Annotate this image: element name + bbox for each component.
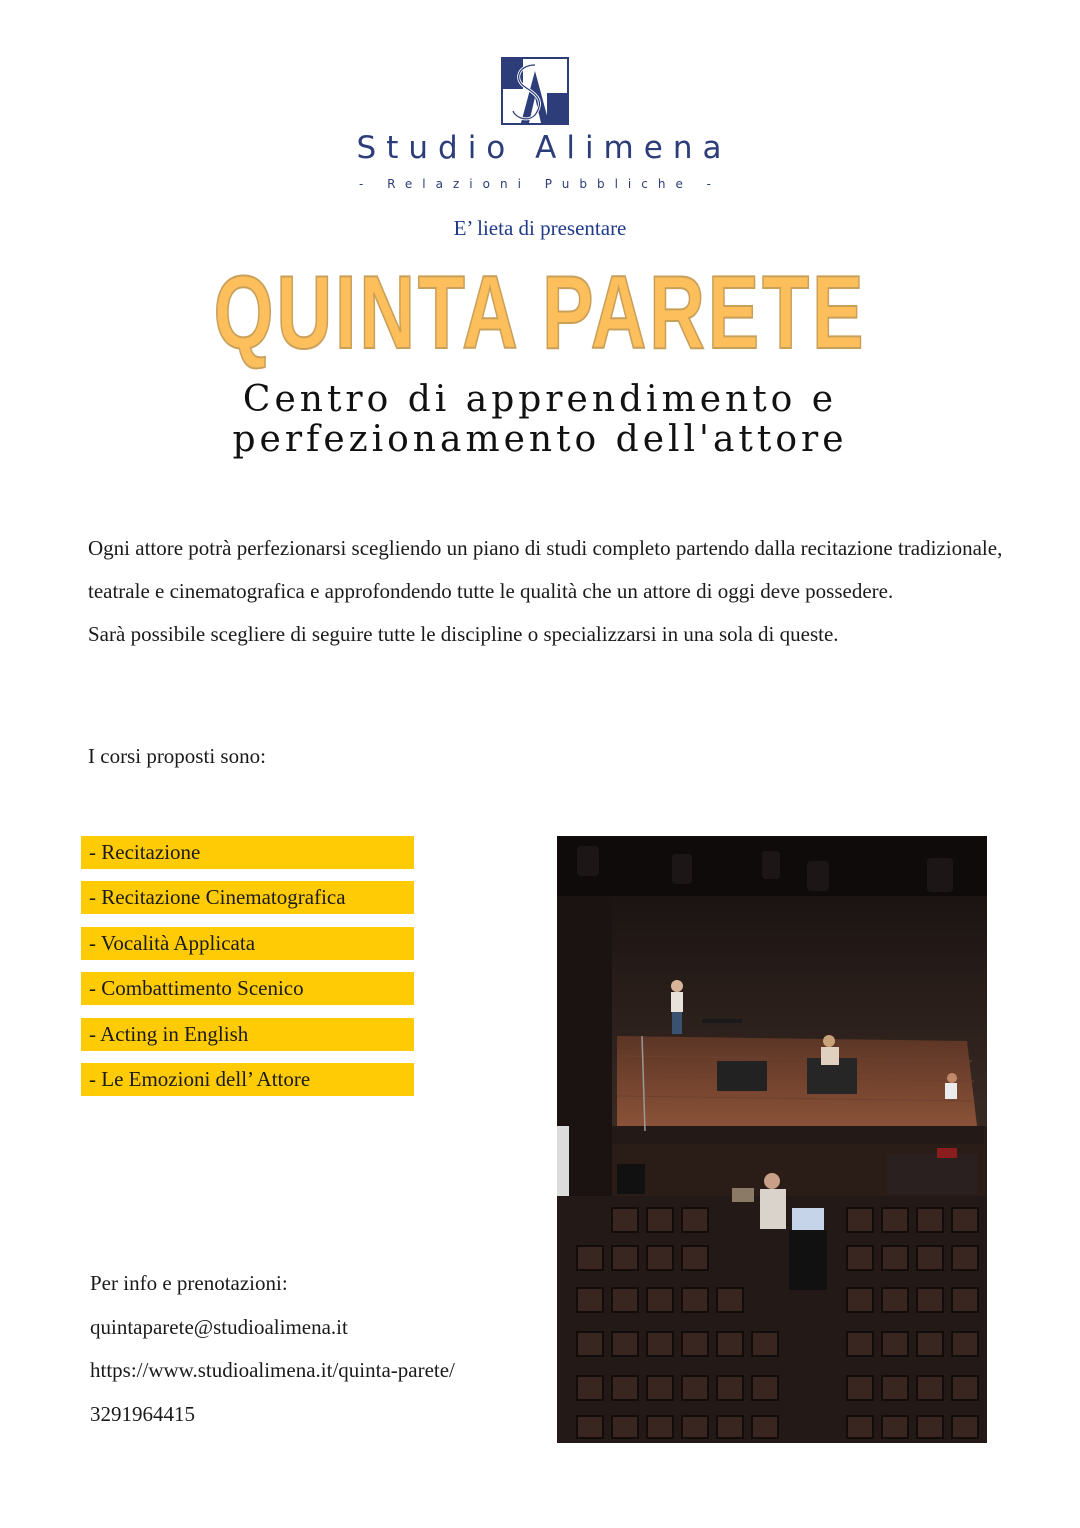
brand-name: Studio Alimena bbox=[356, 130, 732, 166]
contact-email: quintaparete@studioalimena.it bbox=[90, 1314, 348, 1339]
subtitle-line-1: Centro di apprendimento e bbox=[242, 379, 838, 420]
course-list bbox=[81, 836, 414, 1108]
course-item: - Recitazione bbox=[81, 836, 414, 869]
theatre-stage-photo bbox=[557, 836, 987, 1443]
description-paragraph-2: Sarà possibile scegliere di seguire tutte le discipline o specializzarsi in una sola di queste. bbox=[88, 622, 839, 646]
brand-subtitle: - Relazioni Pubbliche - bbox=[358, 177, 721, 191]
description-paragraph-1: Ogni attore potrà perfezionarsi scegliendo un piano di studi completo partendo dalla recitazione tradizionale, teatrale e cinematografica e approfondendo tutte le qualità che un attore di oggi deve possedere. bbox=[88, 536, 1003, 603]
contact-heading: Per info e prenotazioni: bbox=[90, 1271, 288, 1295]
logo-monogram-icon bbox=[501, 57, 569, 125]
contact-info bbox=[90, 1262, 455, 1436]
contact-phone: 3291964415 bbox=[90, 1401, 195, 1426]
courses-heading: I corsi proposti sono: bbox=[88, 744, 266, 768]
course-item: - Combattimento Scenico bbox=[81, 972, 414, 1005]
course-item: - Vocalità Applicata bbox=[81, 927, 414, 960]
course-item: - Acting in English bbox=[81, 1018, 414, 1051]
subtitle bbox=[0, 380, 1080, 460]
course-item: - Recitazione Cinematografica bbox=[81, 881, 414, 914]
studio-alimena-logo bbox=[501, 57, 569, 125]
page-title: QUINTA PARETE bbox=[213, 255, 867, 371]
course-item: - Le Emozioni dell’ Attore bbox=[81, 1063, 414, 1096]
intro-line: E’ lieta di presentare bbox=[453, 216, 627, 240]
contact-website: https://www.studioalimena.it/quinta-parete/ bbox=[90, 1358, 455, 1382]
subtitle-line-2: perfezionamento dell'attore bbox=[232, 419, 848, 460]
description bbox=[88, 527, 1038, 656]
